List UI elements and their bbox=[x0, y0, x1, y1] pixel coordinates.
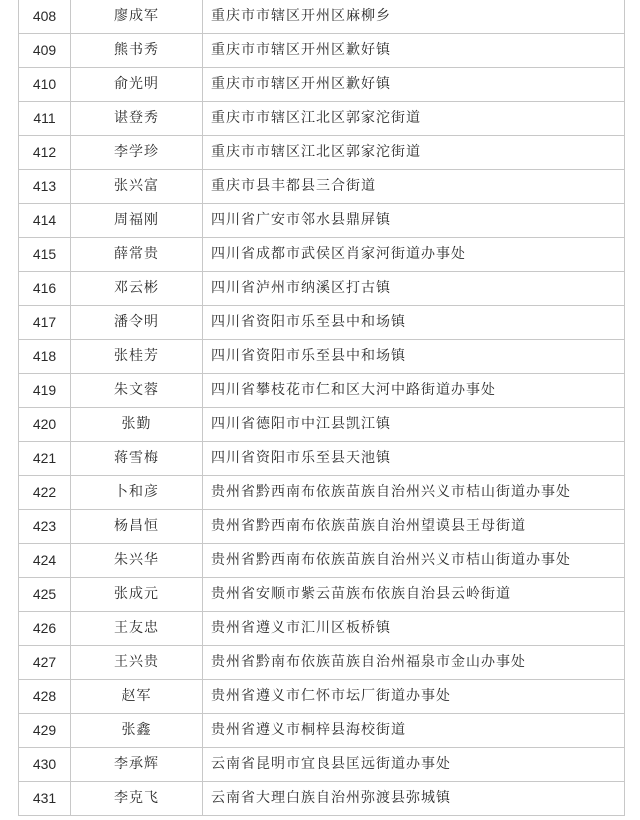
table-row bbox=[19, 680, 625, 714]
table-row bbox=[19, 0, 625, 34]
person-name: 张鑫 bbox=[71, 714, 203, 748]
person-address: 四川省泸州市纳溪区打古镇 bbox=[203, 272, 625, 306]
table-row bbox=[19, 204, 625, 238]
person-name: 朱兴华 bbox=[71, 544, 203, 578]
person-address: 四川省成都市武侯区肖家河街道办事处 bbox=[203, 238, 625, 272]
row-number: 429 bbox=[19, 714, 71, 748]
person-address: 贵州省遵义市桐梓县海校街道 bbox=[203, 714, 625, 748]
row-number: 423 bbox=[19, 510, 71, 544]
row-number: 427 bbox=[19, 646, 71, 680]
person-name: 朱文蓉 bbox=[71, 374, 203, 408]
table-row bbox=[19, 714, 625, 748]
person-name: 张桂芳 bbox=[71, 340, 203, 374]
table-row bbox=[19, 646, 625, 680]
row-number: 416 bbox=[19, 272, 71, 306]
person-name: 王友忠 bbox=[71, 612, 203, 646]
row-number: 424 bbox=[19, 544, 71, 578]
table-row bbox=[19, 408, 625, 442]
person-address: 贵州省安顺市紫云苗族布依族自治县云岭街道 bbox=[203, 578, 625, 612]
person-address: 贵州省黔西南布依族苗族自治州兴义市桔山街道办事处 bbox=[203, 476, 625, 510]
row-number: 410 bbox=[19, 68, 71, 102]
person-name: 王兴贵 bbox=[71, 646, 203, 680]
row-number: 413 bbox=[19, 170, 71, 204]
table-row bbox=[19, 510, 625, 544]
row-number: 408 bbox=[19, 0, 71, 34]
row-number: 411 bbox=[19, 102, 71, 136]
person-name: 邓云彬 bbox=[71, 272, 203, 306]
table-row bbox=[19, 782, 625, 816]
table-row bbox=[19, 476, 625, 510]
person-address: 重庆市市辖区江北区郭家沱街道 bbox=[203, 136, 625, 170]
row-number: 426 bbox=[19, 612, 71, 646]
person-address: 四川省资阳市乐至县中和场镇 bbox=[203, 340, 625, 374]
person-name: 薛常贵 bbox=[71, 238, 203, 272]
row-number: 418 bbox=[19, 340, 71, 374]
person-name: 李克飞 bbox=[71, 782, 203, 816]
row-number: 425 bbox=[19, 578, 71, 612]
person-address: 贵州省黔西南布依族苗族自治州望谟县王母街道 bbox=[203, 510, 625, 544]
person-name: 潘令明 bbox=[71, 306, 203, 340]
person-address: 重庆市县丰都县三合街道 bbox=[203, 170, 625, 204]
table-row bbox=[19, 442, 625, 476]
table-row bbox=[19, 272, 625, 306]
person-name: 李学珍 bbox=[71, 136, 203, 170]
table-row bbox=[19, 612, 625, 646]
person-address: 贵州省黔南布依族苗族自治州福泉市金山办事处 bbox=[203, 646, 625, 680]
person-name: 廖成军 bbox=[71, 0, 203, 34]
person-address: 四川省资阳市乐至县中和场镇 bbox=[203, 306, 625, 340]
table-row bbox=[19, 34, 625, 68]
person-address: 贵州省黔西南布依族苗族自治州兴义市桔山街道办事处 bbox=[203, 544, 625, 578]
person-address: 云南省昆明市宜良县匡远街道办事处 bbox=[203, 748, 625, 782]
person-address: 贵州省遵义市汇川区板桥镇 bbox=[203, 612, 625, 646]
table-row bbox=[19, 238, 625, 272]
row-number: 417 bbox=[19, 306, 71, 340]
table-row bbox=[19, 578, 625, 612]
person-address: 四川省资阳市乐至县天池镇 bbox=[203, 442, 625, 476]
person-name: 李承辉 bbox=[71, 748, 203, 782]
row-number: 412 bbox=[19, 136, 71, 170]
table-row bbox=[19, 102, 625, 136]
person-name: 赵军 bbox=[71, 680, 203, 714]
row-number: 414 bbox=[19, 204, 71, 238]
person-name: 谌登秀 bbox=[71, 102, 203, 136]
person-name: 张成元 bbox=[71, 578, 203, 612]
row-number: 419 bbox=[19, 374, 71, 408]
person-address: 四川省攀枝花市仁和区大河中路街道办事处 bbox=[203, 374, 625, 408]
person-address: 重庆市市辖区开州区歉好镇 bbox=[203, 34, 625, 68]
table-row bbox=[19, 68, 625, 102]
person-address: 四川省德阳市中江县凯江镇 bbox=[203, 408, 625, 442]
table-row bbox=[19, 748, 625, 782]
person-address: 重庆市市辖区江北区郭家沱街道 bbox=[203, 102, 625, 136]
person-address: 云南省大理白族自治州弥渡县弥城镇 bbox=[203, 782, 625, 816]
roster-table-container bbox=[18, 0, 624, 816]
person-address: 贵州省遵义市仁怀市坛厂街道办事处 bbox=[203, 680, 625, 714]
row-number: 421 bbox=[19, 442, 71, 476]
person-name: 张兴富 bbox=[71, 170, 203, 204]
table-row bbox=[19, 340, 625, 374]
row-number: 415 bbox=[19, 238, 71, 272]
row-number: 430 bbox=[19, 748, 71, 782]
table-row bbox=[19, 306, 625, 340]
person-address: 重庆市市辖区开州区歉好镇 bbox=[203, 68, 625, 102]
table-row bbox=[19, 136, 625, 170]
row-number: 431 bbox=[19, 782, 71, 816]
person-name: 熊书秀 bbox=[71, 34, 203, 68]
roster-table bbox=[18, 0, 625, 816]
person-name: 俞光明 bbox=[71, 68, 203, 102]
person-address: 四川省广安市邻水县鼎屏镇 bbox=[203, 204, 625, 238]
person-name: 张勤 bbox=[71, 408, 203, 442]
person-name: 周福刚 bbox=[71, 204, 203, 238]
table-row bbox=[19, 544, 625, 578]
row-number: 428 bbox=[19, 680, 71, 714]
person-name: 杨昌恒 bbox=[71, 510, 203, 544]
person-address: 重庆市市辖区开州区麻柳乡 bbox=[203, 0, 625, 34]
person-name: 卜和彦 bbox=[71, 476, 203, 510]
row-number: 422 bbox=[19, 476, 71, 510]
person-name: 蒋雪梅 bbox=[71, 442, 203, 476]
row-number: 409 bbox=[19, 34, 71, 68]
row-number: 420 bbox=[19, 408, 71, 442]
roster-table-body bbox=[19, 0, 625, 816]
table-row bbox=[19, 374, 625, 408]
table-row bbox=[19, 170, 625, 204]
